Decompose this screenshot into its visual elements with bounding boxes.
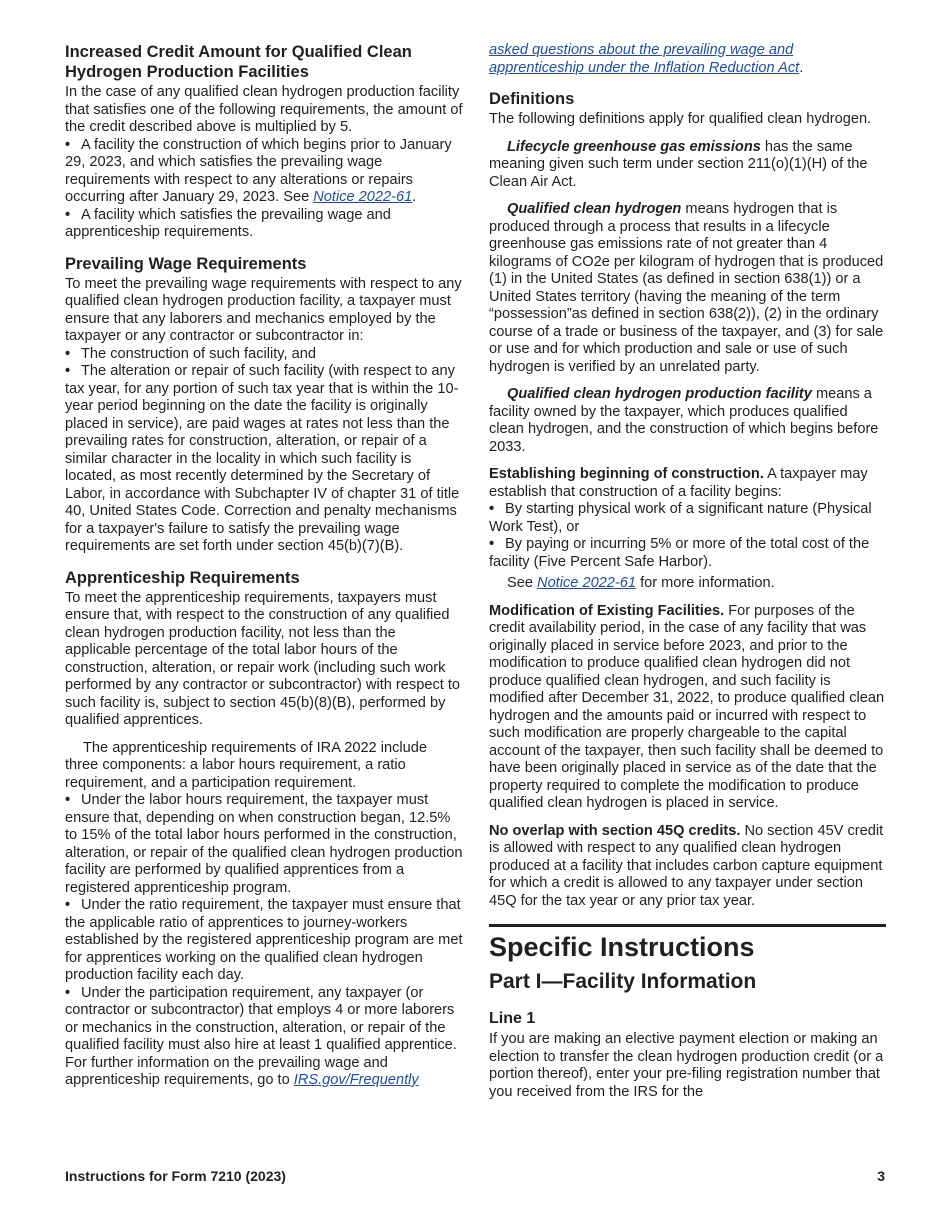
definitions-heading: Definitions xyxy=(489,90,575,108)
modification-paragraph: Modification of Existing Facilities. For purposes of the credit availability period, in the case of any facility that was originally placed in service before 2023, and prior to the modification to produce qualified clean hydrogen did not produce qualified clean hydrogen, and such facility is modified after December 31, 2022, to produce qualified clean hydrogen and the amounts paid or incurred with respect to such modification are properly chargeable to the capital account of the taxpayer, then such facility shall be deemed to have been originally placed in service as of the date that the property required to complete the modification to produce qualified clean hydrogen is placed in service. xyxy=(489,602,885,811)
list-item: • Under the participation requirement, any taxpayer (or contractor or subcontractor) that employs 4 or more laborers or mechanics in the construction, alteration, or repair of the qualified facility must also hire at least 1 qualified apprentice. xyxy=(65,985,463,1055)
apprenticeship-components: The apprenticeship requirements of IRA 2022 include three components: a labor hours requirement, a ratio requirement, and a participation requirement. xyxy=(65,739,427,791)
list-item: • The construction of such facility, and xyxy=(65,346,463,364)
definitions-intro: The following definitions apply for qualified clean hydrogen. xyxy=(489,111,872,127)
list-item: • Under the labor hours requirement, the taxpayer must ensure that, depending on when construction began, 12.5% to 15% of the total labor hours performed in the construction, alteration, or repair of the qualified clean hydrogen production facility are performed by qualified apprentices from a registered apprenticeship program. xyxy=(65,792,463,897)
definitions-section xyxy=(489,89,886,456)
increased-credit-section xyxy=(65,42,463,242)
page-number: 3 xyxy=(877,1168,885,1184)
definition-lifecycle: Lifecycle greenhouse gas emissions has the same meaning given such term under section 211(o)(1)(H) of the Clean Air Act. xyxy=(489,138,868,190)
irs-faq-link[interactable]: IRS.gov/Frequently xyxy=(293,1072,419,1088)
specific-instructions-title: Specific Instructions xyxy=(489,932,755,962)
right-column xyxy=(489,42,886,1101)
increased-credit-intro: In the case of any qualified clean hydrogen production facility that satisfies one of the following requirements, the amount of the credit described above is multiplied by 5. xyxy=(65,84,463,135)
left-column xyxy=(65,42,463,1090)
line-1-heading: Line 1 xyxy=(489,1010,536,1027)
line-1-text: If you are making an elective payment election or making an election to transfer the clean hydrogen production credit (or a portion thereof), enter your pre-filing registration number that you received from the IRS for the xyxy=(489,1031,884,1100)
definition-production-facility: Qualified clean hydrogen production facility means a facility owned by the taxpayer, which produces qualified clean hydrogen, and the construction of which begins before 2033. xyxy=(489,386,879,455)
footer-form-title: Instructions for Form 7210 (2023) xyxy=(65,1168,286,1184)
notice-2022-61-link[interactable]: Notice 2022-61 xyxy=(537,575,637,591)
list-item: • By paying or incurring 5% or more of the total cost of the facility (Five Percent Safe Harbor). xyxy=(489,536,886,571)
definition-qualified-clean-hydrogen: Qualified clean hydrogen means hydrogen that is produced through a process that results in a lifecycle greenhouse gas emissions rate of not greater than 4 kilograms of CO2e per kilogram of hydrogen that is produced (1) in the United States (as defined in section 638(1)) or a United States territory (having the meaning of the term “possession”as defined in section 638(2)), (2) in the ordinary course of a trade or business of the taxpayer, and (3) for sale or use and for which production and sale or use of such hydrogen is verified by an unrelated party. xyxy=(489,201,884,375)
list-item: • A facility which satisfies the prevailing wage and apprenticeship requirements. xyxy=(65,207,463,242)
section-divider xyxy=(489,924,886,927)
see-notice: See Notice 2022-61 for more information. xyxy=(507,575,775,591)
list-item: • By starting physical work of a significant nature (Physical Work Test), or xyxy=(489,501,886,536)
list-item: • Under the ratio requirement, the taxpayer must ensure that the applicable ratio of apprentices to journey-workers established by the registered apprenticeship program are met for apprentices working on the qualified clean hydrogen production facility each day. xyxy=(65,897,463,985)
irs-faq-link-continued[interactable]: asked questions about the prevailing wage and apprenticeship under the Inflation Reduction Act xyxy=(489,42,800,76)
overlap-paragraph: No overlap with section 45Q credits. No section 45V credit is allowed with respect to any qualified clean hydrogen produced at a facility that includes carbon capture equipment for which a credit is allowed to any taxpayer under section 45Q for the tax year or any prior tax year. xyxy=(489,822,884,909)
part-one-heading: Part I—Facility Information xyxy=(489,970,757,993)
apprenticeship-heading: Apprenticeship Requirements xyxy=(65,568,300,587)
faq-link-continued: asked questions about the prevailing wage and apprenticeship under the Inflation Reduction Act. xyxy=(489,42,804,76)
prevailing-wage-heading: Prevailing Wage Requirements xyxy=(65,254,307,273)
construction-intro: Establishing beginning of construction. A taxpayer may establish that construction of a facility begins: xyxy=(489,466,868,500)
prevailing-wage-intro: To meet the prevailing wage requirements with respect to any qualified clean hydrogen production facility, a taxpayer must ensure that any laborers and mechanics employed by the taxpayer or any contractor or subcontractor in: xyxy=(65,275,462,344)
notice-2022-61-link[interactable]: Notice 2022-61 xyxy=(313,189,413,205)
increased-credit-heading: Increased Credit Amount for Qualified Clean Hydrogen Production Facilities xyxy=(65,43,412,81)
prevailing-wage-section xyxy=(65,254,463,556)
apprenticeship-intro: To meet the apprenticeship requirements, taxpayers must ensure that, with respect to the construction of any qualified clean hydrogen production facility, not less than the applicable percentage of the total labor hours of the construction, alteration, or repair work (including such work performed by any contractor or subcontractor) with respect to such facility is, subject to section 45(b)(8)(B), performed by qualified apprentices. xyxy=(65,589,461,728)
further-information: For further information on the prevailing wage and apprenticeship requirements, go to IRS.gov/Frequently xyxy=(65,1054,419,1088)
list-item: • The alteration or repair of such facility (with respect to any tax year, for any portion of such tax year that is within the 10-year period beginning on the date the facility is originally placed in service), are paid wages at rates not less than the prevailing rates for construction, alteration, or repair of a similar character in the locality in which such facility is located, as most recently determined by the Secretary of Labor, in accordance with Subchapter IV of chapter 31 of title 40, United States Code. Correction and penalty mechanisms for a taxpayer's failure to satisfy the prevailing wage requirements are set forth under section 45(b)(7)(B). xyxy=(65,363,463,556)
list-item: • A facility the construction of which begins prior to January 29, 2023, and which satisfies the prevailing wage requirements with respect to any alterations or repairs occurring after January 29, 2023. See Notice 2022-61. xyxy=(65,137,463,207)
apprenticeship-section xyxy=(65,568,463,1090)
construction-section xyxy=(489,466,886,593)
